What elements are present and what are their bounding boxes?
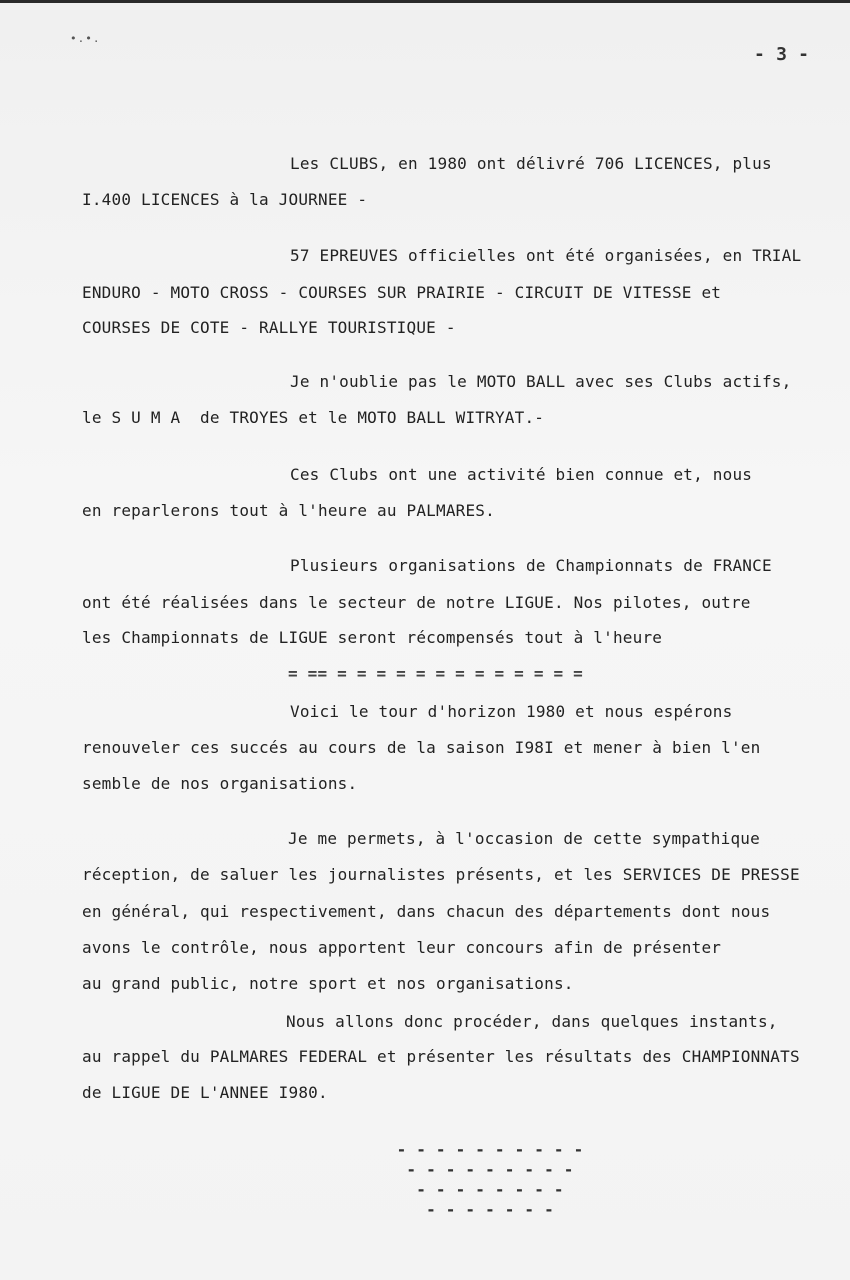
text-line: semble de nos organisations. bbox=[82, 774, 358, 793]
text-line: Les CLUBS, en 1980 ont délivré 706 LICENCES, plus bbox=[290, 154, 772, 173]
page-number: - 3 - bbox=[754, 44, 810, 65]
text-line: en reparlerons tout à l'heure au PALMARES. bbox=[82, 501, 495, 520]
text-line: en général, qui respectivement, dans chacun des départements dont nous bbox=[82, 902, 771, 921]
text-line: avons le contrôle, nous apportent leur concours afin de présenter bbox=[82, 938, 722, 957]
text-line: Voici le tour d'horizon 1980 et nous espérons bbox=[290, 702, 733, 721]
dash-row: - - - - - - - - bbox=[416, 1180, 564, 1199]
text-line: Ces Clubs ont une activité bien connue et, nous bbox=[290, 465, 753, 484]
text-line: au grand public, notre sport et nos organisations. bbox=[82, 974, 574, 993]
text-line: le S U M A de TROYES et le MOTO BALL WITRYAT.- bbox=[82, 408, 545, 427]
top-edge-line bbox=[0, 0, 850, 3]
dash-row: - - - - - - - - - - bbox=[396, 1140, 584, 1159]
text-line: ont été réalisées dans le secteur de notre LIGUE. Nos pilotes, outre bbox=[82, 593, 751, 612]
text-line: Je me permets, à l'occasion de cette sympathique bbox=[288, 829, 760, 848]
text-line: Plusieurs organisations de Championnats de FRANCE bbox=[290, 556, 772, 575]
text-line: I.400 LICENCES à la JOURNEE - bbox=[82, 190, 368, 209]
separator-line: = == = = = = = = = = = = = = = bbox=[288, 664, 583, 683]
text-line: les Championnats de LIGUE seront récompensés tout à l'heure bbox=[82, 628, 663, 647]
text-line: au rappel du PALMARES FEDERAL et présenter les résultats des CHAMPIONNATS bbox=[82, 1047, 800, 1066]
closing-dash-block bbox=[390, 1140, 590, 1220]
text-line: ENDURO - MOTO CROSS - COURSES SUR PRAIRIE - CIRCUIT DE VITESSE et bbox=[82, 283, 722, 302]
text-line: réception, de saluer les journalistes présents, et les SERVICES DE PRESSE bbox=[82, 865, 800, 884]
text-line: renouveler ces succés au cours de la saison I98I et mener à bien l'en bbox=[82, 738, 761, 757]
corner-mark: •.•. bbox=[70, 32, 101, 45]
text-line: Je n'oublie pas le MOTO BALL avec ses Clubs actifs, bbox=[290, 372, 792, 391]
dash-row: - - - - - - - - - bbox=[406, 1160, 574, 1179]
text-line: de LIGUE DE L'ANNEE I980. bbox=[82, 1083, 328, 1102]
text-line: 57 EPREUVES officielles ont été organisées, en TRIAL bbox=[290, 246, 802, 265]
text-line: COURSES DE COTE - RALLYE TOURISTIQUE - bbox=[82, 318, 456, 337]
dash-row: - - - - - - - bbox=[426, 1200, 554, 1219]
text-line: Nous allons donc procéder, dans quelques instants, bbox=[286, 1012, 778, 1031]
